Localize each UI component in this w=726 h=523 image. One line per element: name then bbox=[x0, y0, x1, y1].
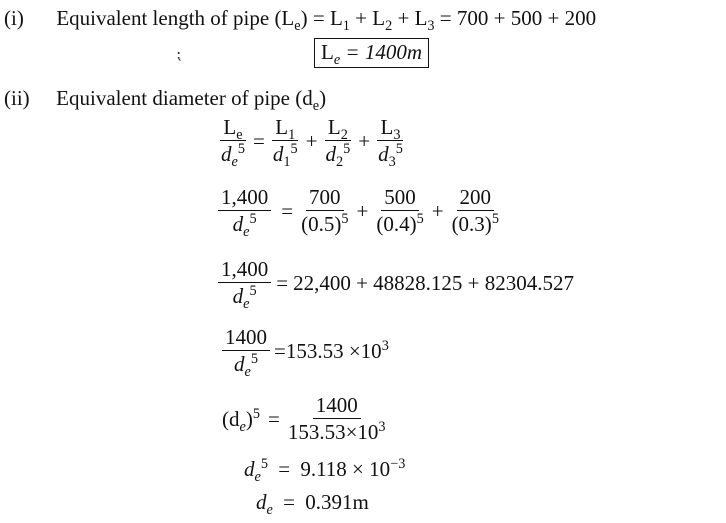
fraction-1400-de-3: $\frac{1400}{d_e^5}$ bbox=[222, 326, 270, 376]
fraction-1400-de-2: $\frac{1,400}{d_e^5}$ bbox=[218, 258, 271, 308]
diameter-result: 0.391m bbox=[305, 490, 369, 514]
fraction-1400-over-153: $\frac{1400}{153.53\times 10^3}$ bbox=[287, 393, 386, 445]
part-ii-text: Equivalent diameter of pipe $(d_e)$ bbox=[56, 86, 327, 115]
part-i-line bbox=[4, 6, 597, 35]
equation-evaluated: $\frac{1,400}{d_e^5}$ = 22,400 + 48828.125 + 82304.527 bbox=[218, 258, 574, 308]
total-value: =153.53 ×10 bbox=[274, 338, 382, 363]
equation-general: $\frac{L_e}{d_e^5}$ = $\frac{L_1}{d_1^5}$ + $\frac{L_2}{d_2^5}$ + $\frac{L_3}{d_3^5}$ bbox=[218, 116, 406, 166]
fraction-l3-d3: $\frac{L_3}{d_3^5}$ bbox=[378, 115, 403, 171]
result-box-length: $L_e = 1400m$ bbox=[314, 38, 429, 68]
fraction-500: $\frac{500}{(0.4)^5}$ bbox=[376, 185, 424, 237]
sum-terms: 22,400 + 48828.125 + 82304.527 bbox=[293, 270, 575, 295]
equation-de5-value: $d_e^5 = 9.118 \times 10^{-3}$ bbox=[244, 456, 406, 486]
equation-de5-fraction: $(d_e)^5$ = $\frac{1400}{153.53\times 10^3}$ bbox=[222, 394, 389, 444]
fraction-le-de: $\frac{L_e}{d_e^5}$ bbox=[221, 115, 245, 171]
equation-substituted: $\frac{1,400}{d_e^5}$ = $\frac{700}{(0.5)^5}$ + $\frac{500}{(0.4)^5}$ + $\frac{200}{(0.3)^5}$ bbox=[218, 186, 502, 236]
fraction-l2-d2: $\frac{L_2}{d_2^5}$ bbox=[325, 115, 351, 171]
fraction-l1-d1: $\frac{L_1}{d_1^5}$ bbox=[272, 115, 298, 171]
equation-total: $\frac{1400}{d_e^5}$ $=153.53 \times 10^3$ bbox=[222, 326, 389, 376]
fraction-1400-de: $\frac{1,400}{d_e^5}$ bbox=[218, 186, 271, 236]
part-ii-label: (ii) bbox=[4, 86, 30, 110]
part-i-label: (i) bbox=[4, 6, 24, 30]
part-i-text: Equivalent length of pipe $(L_e) = L_1 + L_2 + L_3 = 700 + 500 + 200$ bbox=[56, 6, 597, 35]
ink-speck: ⁏ bbox=[176, 46, 182, 63]
fraction-700: $\frac{700}{(0.5)^5}$ bbox=[301, 185, 349, 237]
equation-de-result: $d_e = 0.391m$ bbox=[256, 490, 369, 519]
part-ii-line bbox=[4, 86, 327, 115]
fraction-200: $\frac{200}{(0.3)^5}$ bbox=[451, 185, 499, 237]
